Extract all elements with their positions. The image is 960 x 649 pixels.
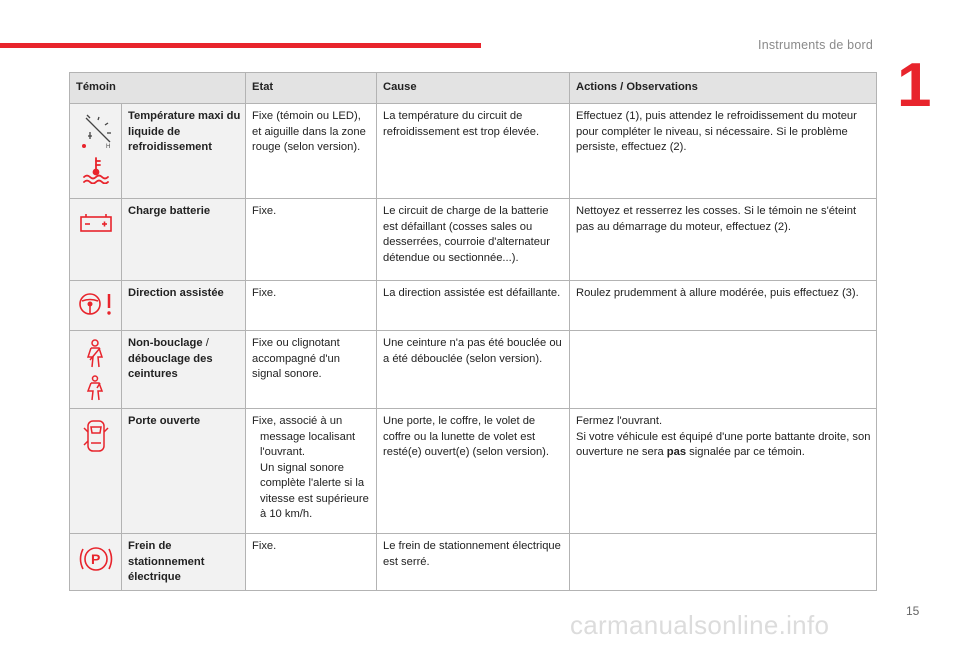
actions-cell	[570, 331, 877, 409]
table-row	[70, 331, 877, 409]
table-row	[70, 534, 877, 591]
battery-icon	[79, 213, 113, 233]
watermark: carmanualsonline.info	[570, 610, 830, 640]
cause-cell: La direction assistée est défaillante.	[377, 281, 570, 331]
header-temoin: Témoin	[70, 73, 246, 104]
section-title: Instruments de bord	[758, 38, 873, 52]
accent-bar	[0, 43, 481, 48]
cause-cell: Une ceinture n'a pas été bouclée ou a été débouclée (selon version).	[377, 331, 570, 409]
actions-emphasis: pas	[666, 446, 687, 458]
actions-line: Si votre véhicule est équipé d'une porte battante droite, son ouverture ne sera	[576, 430, 871, 458]
actions-cell	[570, 534, 877, 591]
coolant-temperature-icon	[81, 156, 111, 184]
temoin-name: Non-bouclage	[128, 337, 203, 349]
table-row	[70, 409, 877, 534]
cause-cell: Une porte, le coffre, le volet de coffre ou la lunette de volet est resté(e) ouvert(e) (selon version).	[377, 409, 570, 534]
seatbelt-icon	[83, 339, 109, 369]
table-header-row	[70, 73, 877, 104]
etat-cell: Fixe.	[246, 199, 377, 281]
temoin-name-separator: /	[202, 337, 209, 349]
warning-lights-table	[69, 72, 877, 591]
table-row	[70, 104, 877, 199]
etat-cell: Fixe.	[246, 534, 377, 591]
etat-cell: Fixe (témoin ou LED), et aiguille dans la zone rouge (selon version).	[246, 104, 377, 199]
etat-line: message localisant l'ouvrant.	[260, 430, 356, 458]
temoin-name: Direction assistée	[122, 281, 246, 331]
actions-line-end: signalée par ce témoin.	[686, 446, 805, 458]
actions-cell: Nettoyez et resserrez les cosses. Si le témoin ne s'éteint pas au démarrage du moteur, effectuez (2).	[570, 199, 877, 281]
etat-cell: Fixe.	[246, 281, 377, 331]
svg-text:H: H	[105, 144, 110, 150]
temoin-name: Charge batterie	[122, 199, 246, 281]
header-actions: Actions / Observations	[570, 73, 877, 104]
header-cause: Cause	[377, 73, 570, 104]
chapter-number: 1	[897, 51, 932, 120]
cause-cell: La température du circuit de refroidissement est trop élevée.	[377, 104, 570, 199]
power-steering-icon	[76, 291, 116, 317]
cause-cell: Le circuit de charge de la batterie est défaillant (cosses sales ou desserrées, courroie d'alternateur détendue ou sectionnée...).	[377, 199, 570, 281]
page-number: 15	[906, 604, 920, 618]
door-open-icon	[83, 419, 109, 453]
actions-cell: Roulez prudemment à allure modérée, puis effectuez (3).	[570, 281, 877, 331]
actions-cell: Effectuez (1), puis attendez le refroidissement du moteur pour compléter le niveau, si nécessaire. Si le problème persiste, effectuez (2).	[570, 104, 877, 199]
svg-text:P: P	[90, 551, 100, 567]
parking-brake-icon	[76, 544, 116, 574]
cause-cell: Le frein de stationnement électrique est serré.	[377, 534, 570, 591]
temoin-name: Température maxi du liquide de refroidissement	[122, 104, 246, 199]
temoin-name: Porte ouverte	[122, 409, 246, 534]
table-row	[70, 199, 877, 281]
coolant-gauge-icon	[76, 112, 116, 150]
actions-line: Fermez l'ouvrant.	[576, 415, 663, 427]
temoin-name: Frein de stationnement électrique	[122, 534, 246, 591]
etat-line: Un signal sonore complète l'alerte si la vitesse est supérieure à 10 km/h.	[260, 461, 369, 520]
temoin-name-rest: débouclage des ceintures	[128, 352, 213, 380]
seatbelt-unfastened-icon	[84, 375, 108, 401]
etat-cell: Fixe ou clignotant accompagné d'un signal sonore.	[246, 331, 377, 409]
etat-line: Fixe, associé à un	[252, 415, 343, 427]
table-row	[70, 281, 877, 331]
header-etat: Etat	[246, 73, 377, 104]
